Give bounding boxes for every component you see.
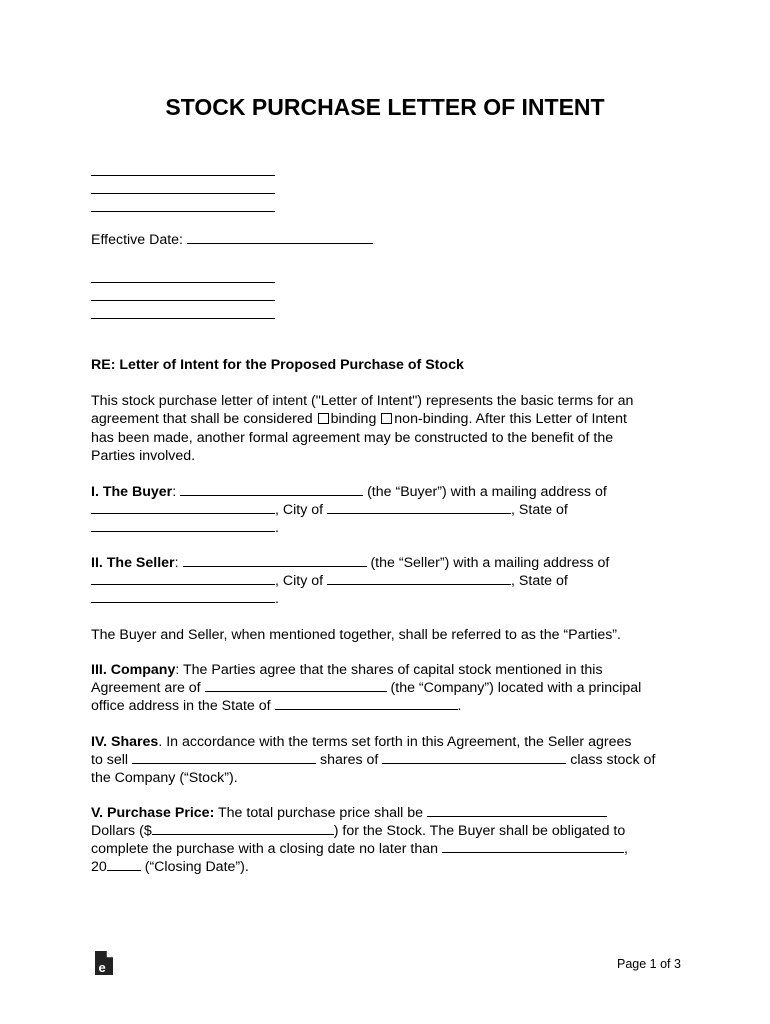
recipient-address-line-3[interactable] (91, 318, 275, 319)
buyer-state-field[interactable] (91, 519, 275, 532)
buyer-heading: I. The Buyer (91, 484, 173, 500)
buyer-text: (the “Buyer”) with a mailing address of (367, 484, 607, 500)
effective-date-field[interactable] (187, 231, 373, 244)
buyer-name-field[interactable] (180, 483, 363, 496)
company-line-2 (91, 679, 641, 697)
company-text-2a: Agreement are of (91, 680, 201, 696)
shares-class-field[interactable] (382, 751, 566, 764)
intro-line-4: Parties involved. (91, 448, 196, 464)
shares-heading: IV. Shares (91, 734, 159, 750)
buyer-city-label: , City of (275, 502, 324, 518)
nonbinding-label: non-binding. After this Letter of Intent (394, 411, 627, 427)
binding-label: binding (330, 411, 377, 427)
seller-street-field[interactable] (91, 572, 275, 585)
svg-text:e: e (98, 960, 106, 975)
buyer-state-label: , State of (511, 502, 568, 518)
buyer-line-2 (91, 501, 568, 519)
seller-state-field[interactable] (91, 590, 275, 603)
seller-line-1 (91, 554, 609, 572)
closing-date-field[interactable] (442, 840, 624, 853)
shares-text-1: . In accordance with the terms set forth in this Agreement, the Seller agrees (158, 734, 632, 750)
parties-sentence: The Buyer and Seller, when mentioned together, shall be referred to as the “Parties”. (91, 627, 621, 643)
price-line-1 (91, 804, 607, 822)
price-heading: V. Purchase Price: (91, 805, 215, 821)
company-text-3b: . (457, 698, 462, 714)
page-number: Page 1 of 3 (617, 957, 681, 971)
shares-text-2b: shares of (319, 752, 379, 768)
company-text-2b: (the “Company”) located with a principal (390, 680, 642, 696)
sender-address-line-3[interactable] (91, 211, 275, 212)
price-amount-field[interactable] (152, 822, 334, 835)
seller-line-3 (91, 590, 279, 608)
intro-line-3: has been made, another formal agreement may be constructed to the benefit of the (91, 430, 614, 446)
seller-colon: : (174, 555, 179, 571)
company-text-1: : The Parties agree that the shares of capital stock mentioned in this (175, 662, 603, 678)
seller-heading: II. The Seller (91, 555, 175, 571)
intro-line-2-text: agreement that shall be considered (91, 411, 313, 427)
seller-state-label: , State of (511, 573, 568, 589)
eforms-logo-icon (93, 950, 115, 976)
seller-end: . (275, 591, 279, 607)
buyer-line-3 (91, 519, 279, 537)
seller-line-2 (91, 572, 568, 590)
re-line: RE: Letter of Intent for the Proposed Purchase of Stock (91, 357, 464, 373)
price-line-4 (91, 858, 249, 876)
price-text-3a: complete the purchase with a closing date no later than (91, 841, 439, 857)
seller-text: (the “Seller”) with a mailing address of (370, 555, 610, 571)
nonbinding-checkbox[interactable] (381, 413, 392, 424)
price-text-4a: 20 (91, 859, 107, 875)
sender-address-line-2[interactable] (91, 193, 275, 194)
shares-count-field[interactable] (132, 751, 316, 764)
price-line-3 (91, 840, 628, 858)
price-text-1: The total purchase price shall be (217, 805, 424, 821)
binding-checkbox[interactable] (318, 413, 329, 424)
seller-city-label: , City of (275, 573, 324, 589)
company-line-1 (91, 661, 603, 679)
intro-line-2 (91, 410, 627, 428)
intro-line-1: This stock purchase letter of intent ("Letter of Intent") represents the basic terms for an (91, 393, 634, 409)
sender-address-line-1[interactable] (91, 175, 275, 176)
buyer-line-1 (91, 483, 607, 501)
price-line-2 (91, 822, 625, 840)
buyer-street-field[interactable] (91, 501, 275, 514)
price-text-3b: , (623, 841, 628, 857)
shares-text-2a: to sell (91, 752, 129, 768)
recipient-address-line-2[interactable] (91, 300, 275, 301)
buyer-colon: : (172, 484, 177, 500)
company-line-3 (91, 697, 461, 715)
seller-name-field[interactable] (183, 554, 367, 567)
shares-line-2 (91, 751, 655, 769)
company-state-field[interactable] (275, 697, 458, 710)
shares-text-2c: class stock of (570, 752, 656, 768)
shares-line-3: the Company (“Stock”). (91, 770, 238, 786)
company-text-3a: office address in the State of (91, 698, 271, 714)
effective-date-label: Effective Date: (91, 232, 184, 248)
price-text-2a: Dollars ($ (91, 823, 152, 839)
price-text-4b: (“Closing Date”). (144, 859, 249, 875)
buyer-end: . (275, 520, 279, 536)
company-heading: III. Company (91, 662, 176, 678)
document-title: STOCK PURCHASE LETTER OF INTENT (165, 94, 605, 120)
company-name-field[interactable] (205, 679, 387, 692)
recipient-address-line-1[interactable] (91, 282, 275, 283)
buyer-city-field[interactable] (327, 501, 511, 514)
closing-year-field[interactable] (107, 858, 141, 871)
effective-date-row (91, 231, 373, 249)
price-text-2b: ) for the Stock. The Buyer shall be obligated to (333, 823, 626, 839)
seller-city-field[interactable] (327, 572, 511, 585)
shares-line-1 (91, 733, 631, 751)
price-words-field[interactable] (427, 804, 607, 817)
